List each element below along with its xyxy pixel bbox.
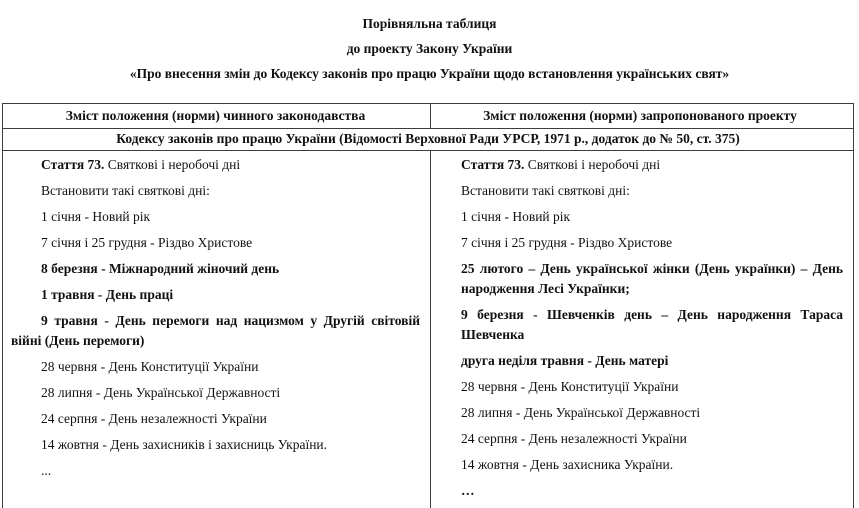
law-paragraph (11, 207, 420, 227)
law-paragraph (437, 259, 843, 299)
paragraph-text: 1 травня - День праці (41, 287, 174, 302)
article-number-label: Стаття 73. (461, 157, 528, 172)
title-line-3: «Про внесення змін до Кодексу законів про працю України щодо встановлення українських свят» (129, 66, 730, 81)
paragraph-text: 28 липня - День Української Державності (41, 385, 281, 400)
paragraph-text: 24 серпня - День незалежності України (461, 431, 687, 446)
paragraph-text: 24 серпня - День незалежності України (41, 411, 267, 426)
law-paragraph (11, 435, 420, 455)
header-cell-current-law: Зміст положення (норми) чинного законодавства (3, 104, 431, 129)
subheader-cell-code-reference: Кодексу законів про працю України (Відомості Верховної Ради УРСР, 1971 р., додаток до № 50, ст. 375) (3, 129, 854, 151)
law-paragraph (11, 383, 420, 403)
paragraph-text: 1 січня - Новий рік (461, 209, 571, 224)
paragraph-text: 1 січня - Новий рік (41, 209, 151, 224)
table-subheader-row (3, 129, 854, 151)
law-paragraph (11, 259, 420, 279)
paragraph-text: Встановити такі святкові дні: (41, 183, 210, 198)
paragraph-text: 14 жовтня - День захисників і захисниць України. (41, 437, 328, 452)
paragraph-text: 7 січня і 25 грудня - Різдво Христове (461, 235, 673, 250)
law-paragraph (11, 461, 420, 481)
law-paragraph (11, 357, 420, 377)
paragraph-text: 7 січня і 25 грудня - Різдво Христове (41, 235, 253, 250)
law-paragraph (11, 155, 420, 175)
paragraph-text: 25 лютого – День української жінки (День українки) – День народження Лесі Українки; (461, 261, 843, 296)
current-law-paragraphs (11, 155, 420, 481)
law-paragraph (11, 311, 420, 351)
article-number-label: Стаття 73. (41, 157, 108, 172)
law-paragraph (437, 455, 843, 475)
law-paragraph (437, 207, 843, 227)
paragraph-text: 28 липня - День Української Державності (461, 405, 701, 420)
paragraph-text: 28 червня - День Конституції України (41, 359, 259, 374)
header-cell-proposed-draft: Зміст положення (норми) запропонованого проекту (431, 104, 854, 129)
law-paragraph (437, 351, 843, 371)
law-paragraph (437, 481, 843, 501)
paragraph-text: Святкові і неробочі дні (527, 157, 661, 172)
paragraph-text: … (461, 483, 475, 498)
proposed-draft-paragraphs (437, 155, 843, 501)
paragraph-text: 28 червня - День Конституції України (461, 379, 679, 394)
comparison-table (2, 103, 854, 508)
law-paragraph (437, 377, 843, 397)
paragraph-text: ... (41, 463, 52, 478)
law-paragraph (437, 155, 843, 175)
proposed-draft-cell (431, 151, 854, 508)
table-header-row (3, 104, 854, 129)
current-law-cell (3, 151, 431, 508)
paragraph-text: Встановити такі святкові дні: (461, 183, 630, 198)
paragraph-text: Святкові і неробочі дні (107, 157, 241, 172)
law-paragraph (11, 409, 420, 429)
law-paragraph (11, 285, 420, 305)
title-line-2: до проекту Закону України (346, 41, 513, 56)
law-paragraph (437, 181, 843, 201)
document-title (0, 0, 859, 86)
paragraph-text: друга неділя травня - День матері (461, 353, 669, 368)
law-paragraph (11, 233, 420, 253)
law-paragraph (437, 233, 843, 253)
paragraph-text: 9 березня - Шевченків день – День народження Тараса Шевченка (461, 307, 843, 342)
paragraph-text: 14 жовтня - День захисника України. (461, 457, 674, 472)
table-body-row (3, 151, 854, 508)
paragraph-text: 8 березня - Міжнародний жіночий день (41, 261, 280, 276)
title-line-1: Порівняльна таблиця (362, 16, 497, 31)
law-paragraph (11, 181, 420, 201)
law-paragraph (437, 305, 843, 345)
paragraph-text: 9 травня - День перемоги над нацизмом у Другій світовій війні (День перемоги) (11, 313, 420, 348)
law-paragraph (437, 429, 843, 449)
law-paragraph (437, 403, 843, 423)
